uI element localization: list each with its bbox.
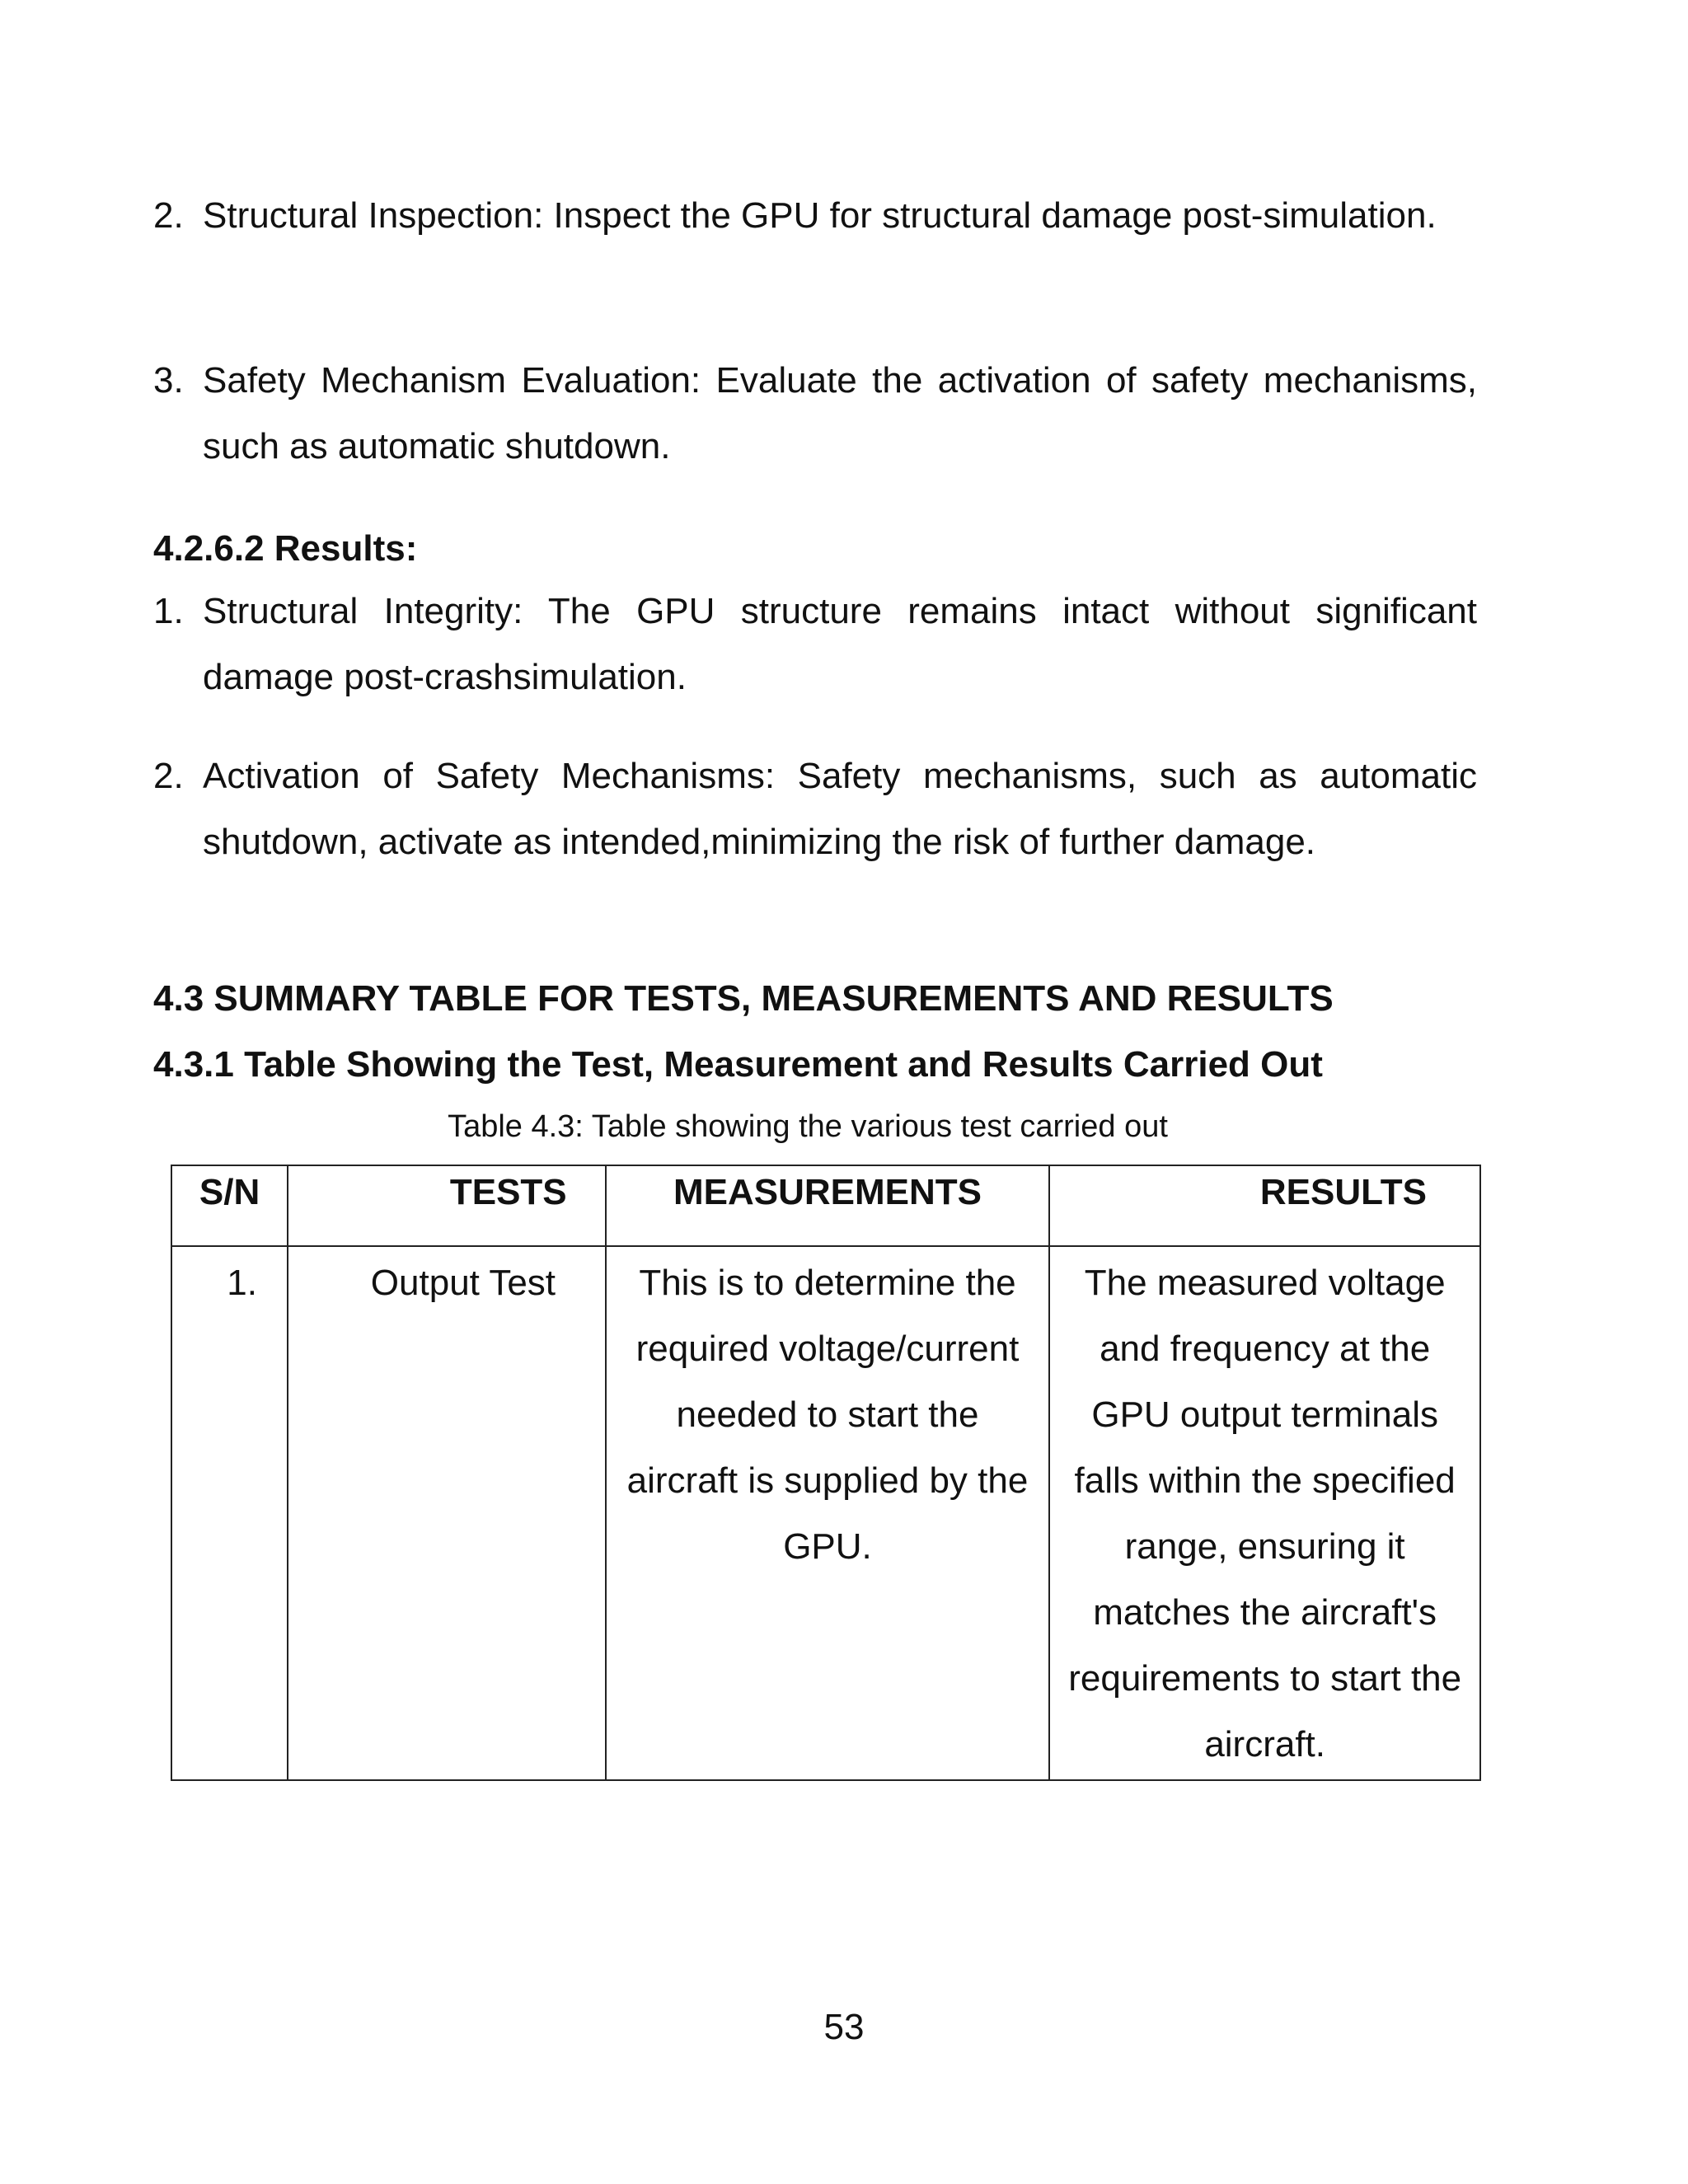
- list-text: Structural Integrity: The GPU structure remains intact without significant damage post-crashsimulation.: [203, 591, 1477, 697]
- list-number: 3.: [153, 360, 184, 401]
- list-number: 1.: [153, 591, 184, 631]
- results-heading: 4.2.6.2 Results:: [153, 528, 418, 569]
- list-text: Structural Inspection: Inspect the GPU for structural damage post-simulation.: [203, 195, 1437, 236]
- table-header-row: [171, 1165, 1480, 1246]
- cell-test: Output Test: [288, 1246, 605, 1780]
- list-item: [153, 183, 1477, 249]
- header-sn: S/N: [171, 1165, 288, 1246]
- cell-result: The measured voltage and frequency at the GPU output terminals falls within the specified range, ensuring it matches the aircraft's requirements to start the aircraft.: [1049, 1246, 1480, 1780]
- list-item: [153, 579, 1477, 710]
- list-item: [153, 743, 1477, 875]
- list-text: Safety Mechanism Evaluation: Evaluate the activation of safety mechanisms, such as automatic shutdown.: [203, 360, 1477, 466]
- header-tests: TESTS: [288, 1165, 605, 1246]
- page-number: 53: [823, 2007, 865, 2047]
- cell-measurement: This is to determine the required voltage/current needed to start the aircraft is supplied by the GPU.: [606, 1246, 1050, 1780]
- table-row: [171, 1246, 1480, 1780]
- header-results: RESULTS: [1049, 1165, 1480, 1246]
- section-heading: 4.3 SUMMARY TABLE FOR TESTS, MEASUREMENTS AND RESULTS: [153, 978, 1334, 1019]
- list-item: [153, 348, 1477, 480]
- header-measurements: MEASUREMENTS: [606, 1165, 1050, 1246]
- list-text: Activation of Safety Mechanisms: Safety mechanisms, such as automatic shutdown, activate as intended,minimizing the risk of further damage.: [203, 756, 1477, 862]
- summary-table: [171, 1165, 1481, 1781]
- list-number: 2.: [153, 756, 184, 796]
- table-caption: Table 4.3: Table showing the various test carried out: [448, 1109, 1168, 1144]
- cell-sn: 1.: [171, 1246, 288, 1780]
- subsection-heading: 4.3.1 Table Showing the Test, Measurement and Results Carried Out: [153, 1044, 1323, 1085]
- list-number: 2.: [153, 195, 184, 236]
